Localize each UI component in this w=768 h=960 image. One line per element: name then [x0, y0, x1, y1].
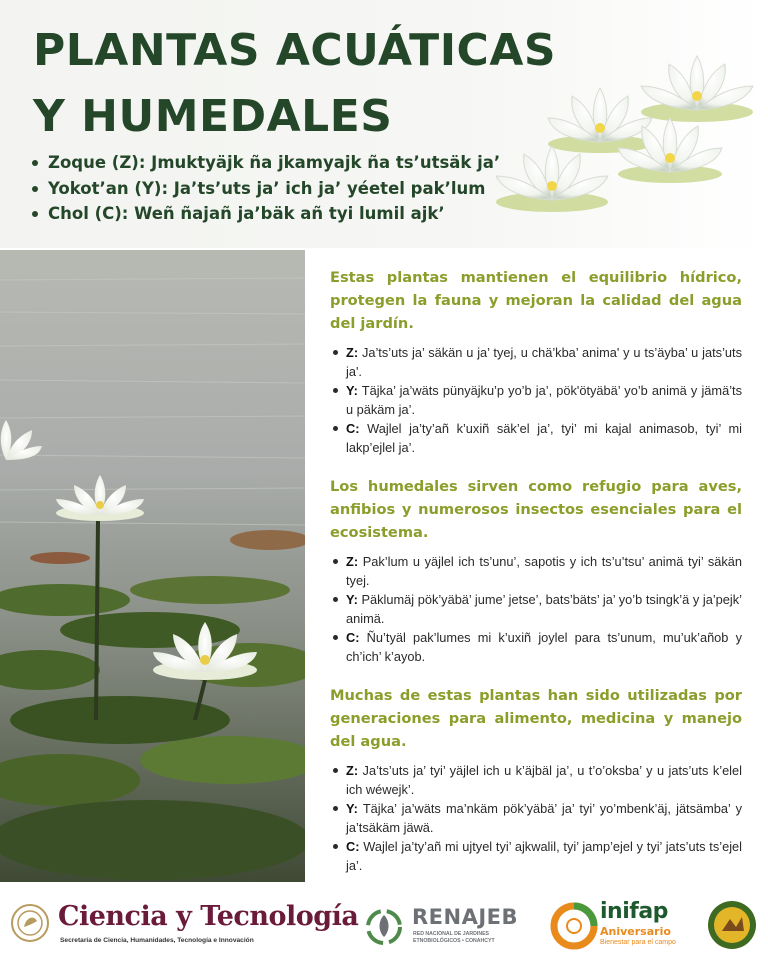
item-text: Ja’ts’uts ja’ tyi’ yäjlel ich u k’äjbäl ja’, u t’o’oksba’ y u jats’uts k’elel ich wéwejk’. — [346, 763, 742, 797]
language-code: Y: — [346, 592, 358, 607]
list-item — [330, 590, 742, 628]
section-water-balance — [330, 266, 742, 457]
language-code: Y: — [346, 383, 358, 398]
item-text: Wajlel ja’ty’añ k’uxiñ säk’el ja’, tyi’ mi kajal animasob, tyi’ mi lakp’ejlel ja’. — [346, 421, 742, 455]
list-item — [330, 837, 742, 875]
item-text: Wajlel ja’ty’añ mi ujtyel tyi’ ajkwalil, tyi’ jamp’ejel y tyi’ jats’uts ts’ejel ja’. — [346, 839, 742, 873]
item-text: Ja’ts’uts ja’ säkän u ja’ tyej, u chä’kba’ anima' y u ts’äyba’ u jats’uts ja'. — [346, 345, 742, 379]
language-code: Z: — [346, 345, 359, 360]
language-code: Z: — [346, 554, 359, 569]
section-traditional-uses — [330, 684, 742, 875]
section-title: Los humedales sirven como refugio para aves, anfibios y numerosos insectos esenciales para el ecosistema. — [330, 478, 742, 541]
lily-flower-2 — [548, 88, 652, 153]
water-lily-pond-photo — [0, 250, 305, 882]
bullet-list — [330, 761, 742, 875]
inifap-40-logo-icon — [548, 901, 600, 951]
language-code: Y: — [346, 801, 358, 816]
content-column — [330, 266, 742, 875]
lily-flower-1 — [641, 56, 753, 122]
bullet-list — [330, 343, 742, 457]
list-item — [330, 628, 742, 666]
language-item-yokotan: Yokot’an (Y): Ja’ts’uts ja’ ich ja’ yéetel pak’lum — [30, 176, 500, 202]
list-item — [330, 419, 742, 457]
section-wetland-refuge — [330, 475, 742, 666]
item-text: Päklumäj pök’yäbä’ jume’ jetse’, bats’bäts’ ja’ yo’b tsingk’ä y ja’pejk’ animä. — [346, 592, 742, 626]
list-item — [330, 799, 742, 837]
inifap-logo-text: inifap — [600, 899, 668, 924]
page-title: PLANTAS ACUÁTICAS Y HUMEDALES — [33, 25, 557, 142]
item-text: Pak’lum u yäjlel ich ts’unu’, sapotis y ich ts’u’tsu’ animä tyi’ säkän tyej. — [346, 554, 742, 588]
renajeb-logo-icon — [364, 907, 406, 947]
section-title: Muchas de estas plantas han sido utilizadas por generaciones para alimento, medicina y manejo del agua. — [330, 687, 742, 750]
language-code: Z: — [346, 763, 359, 778]
language-code: C: — [346, 839, 360, 854]
item-text: Ñu’tyäl pak’lumes mi k’uxiñ joylel para ts’unum, mu’uk’añob y ch’ich’ k’ayob. — [346, 630, 742, 664]
list-item — [330, 761, 742, 799]
language-item-zoque: Zoque (Z): Jmuktyäjk ña jkamyajk ña ts’utsäk ja’ — [30, 150, 500, 176]
language-list — [30, 150, 500, 227]
ciencia-tecnologia-subtitle: Secretaría de Ciencia, Humanidades, Tecnología e Innovación — [60, 937, 254, 944]
renajeb-subtitle: RED NACIONAL DE JARDINES ETNOBIOLÓGICOS • CONAHCYT — [413, 931, 495, 944]
inifap-anniversary-label: Aniversario — [600, 925, 671, 938]
list-item — [330, 381, 742, 419]
item-text: Täjka’ ja’wäts pünyäjku’p yo’b ja’, pök'ötyäbä’ yo’b animä y jämä’ts u päkäm ja’. — [346, 383, 742, 417]
language-code: C: — [346, 630, 360, 645]
water-lily-cluster-illustration — [492, 48, 760, 228]
language-code: C: — [346, 421, 360, 436]
list-item — [330, 552, 742, 590]
mexico-seal-icon — [10, 899, 50, 949]
list-item — [330, 343, 742, 381]
section-title: Estas plantas mantienen el equilibrio hídrico, protegen la fauna y mejoran la calidad del agua del jardín. — [330, 269, 742, 332]
item-text: Täjka’ ja’wäts ma’nkäm pök’yäbä’ ja’ tyi’ yo’mbenk’äj, jätsämba’ y ja’tsäkäm jäwä. — [346, 801, 742, 835]
bullet-list — [330, 552, 742, 666]
ciencia-tecnologia-logo-text: Ciencia y Tecnología — [58, 901, 359, 932]
language-item-chol: Chol (C): Weñ ñajañ ja’bäk añ tyi lumil ajk’ — [30, 201, 500, 227]
footer-logos — [0, 893, 768, 960]
renajeb-logo-text: RENAJEB — [412, 905, 519, 929]
institutional-emblem-icon — [706, 899, 758, 951]
inifap-tagline: Bienestar para el campo — [600, 939, 676, 946]
lily-flower-4 — [496, 146, 608, 212]
